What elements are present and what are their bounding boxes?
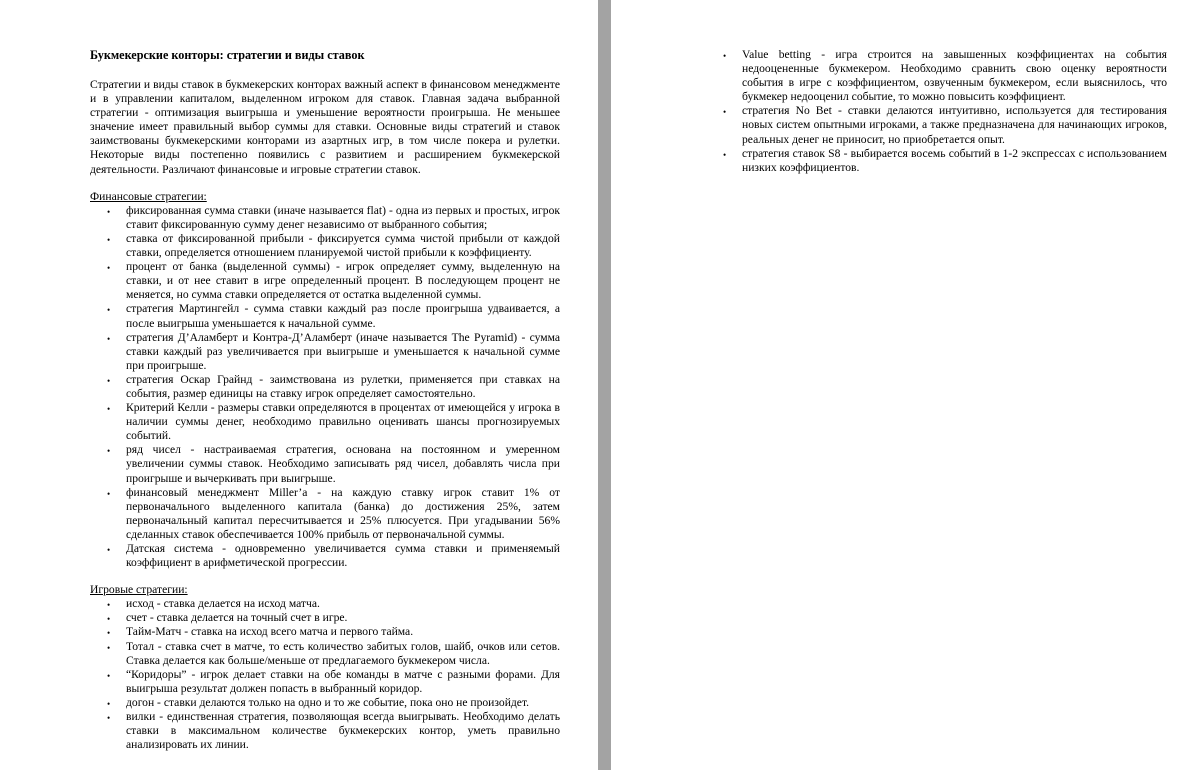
game-strategies-list — [90, 597, 560, 752]
list-item: • вилки - единственная стратегия, позволяющая всегда выигрывать. Необходимо делать ставки в максимальном количестве букмекерских контор, уметь правильно анализировать их линии. — [107, 710, 560, 752]
list-item: • ставка от фиксированной прибыли - фиксируется сумма чистой прибыли от каждой ставки, определяется отношением планируемой чистой прибыли к коэффициенту. — [107, 231, 560, 260]
list-item: • стратегия ставок S8 - выбирается восемь событий в 1-2 экспрессах с использованием низких коэффициентов. — [723, 146, 1167, 174]
list-item: • Тотал - ставка счет в матче, то есть количество забитых голов, шайб, очков или сетов. Ставка делается как больше/меньше от предлагаемого букмекером числа. — [107, 639, 560, 667]
list-item: • стратегия No Bet - ставки делаются интуитивно, используется для тестирования новых систем опытными игроками, а также предназначена для начинающих игроков, реальных денег не приносит, но приобретается опыт. — [723, 104, 1167, 146]
intro-paragraph: Стратегии и виды ставок в букмекерских конторах важный аспект в финансовом менеджменте и в управлении капиталом, выделенном игроком для ставок. Главная задача выбранной стратегии - оптимизация выигрыша и уменьшение вероятности проигрыша. Не меньшее значение имеет правильный выбор суммы для ставки. Основные виды стратегий и ставок заимствованы букмекерскими конторами из азартных игр, в том числе покера и рулетки. Некоторые виды постепенно появились с развитием и расширением букмекерской деятельности. Различают финансовые и игровые стратегии ставок. — [90, 78, 560, 176]
bullet-icon: • — [107, 263, 111, 274]
document-page-right — [611, 0, 1201, 770]
bullet-icon: • — [107, 206, 111, 217]
list-item: • исход - ставка делается на исход матча. — [107, 597, 320, 611]
list-item: • Тайм-Матч - ставка на исход всего матча и первого тайма. — [107, 625, 414, 639]
list-item: • счет - ставка делается на точный счет в игре. — [107, 611, 348, 625]
game-strategies-heading: Игровые стратегии: — [90, 583, 188, 597]
bullet-icon: • — [107, 614, 111, 625]
bullet-icon: • — [107, 488, 111, 499]
document-title: Букмекерские конторы: стратегии и виды ставок — [90, 48, 365, 62]
bullet-icon: • — [107, 600, 111, 611]
financial-strategies-heading: Финансовые стратегии: — [90, 189, 207, 203]
list-item: • Критерий Келли - размеры ставки определяются в процентах от имеющейся у игрока в наличии суммы денег, необходимо правильно оценивать шансы прогнозируемых событий. — [107, 401, 560, 443]
list-item: • Value betting - игра строится на завышенных коэффициентах на события недооцененные букмекером. Необходимо сравнить свою оценку вероятности события в игре с коэффициентом, озвученным букмекером, если выяснилось, что букмекер недооценил событие, то можно повысить коэффициент. — [723, 48, 1167, 104]
list-item: • фиксированная сумма ставки (иначе называется flat) - одна из первых и простых, игрок ставит фиксированную сумму денег независимо от выбранного события; — [107, 203, 560, 231]
document-page-left — [0, 0, 598, 770]
list-item: • “Коридоры” - игрок делает ставки на обе команды в матче с разными форами. Для выигрыша результат должен попасть в выбранный коридор. — [107, 667, 560, 695]
list-item: • догон - ставки делаются только на одно и то же событие, пока оно не произойдет. — [107, 695, 530, 709]
bullet-icon: • — [107, 642, 111, 653]
bullet-icon: • — [107, 545, 111, 555]
bullet-icon: • — [723, 51, 727, 61]
bullet-icon: • — [107, 333, 111, 344]
bullet-icon: • — [107, 375, 111, 386]
game-strategies-list-continued — [706, 48, 1167, 175]
list-item: • Датская система - одновременно увеличивается сумма ставки и применяемый коэффициент в арифметической прогрессии. — [107, 542, 560, 570]
list-item: • стратегия Д’Аламберт и Контра-Д’Аламберт (иначе называется The Pyramid) - сумма ставки каждый раз увеличивается при выигрыше и уменьшается к начальной сумме при проигрыше. — [107, 330, 560, 372]
bullet-icon: • — [107, 628, 111, 639]
bullet-icon: • — [107, 670, 111, 681]
bullet-icon: • — [107, 713, 111, 724]
bullet-icon: • — [107, 698, 111, 709]
bullet-icon: • — [723, 149, 727, 160]
bullet-icon: • — [107, 404, 111, 415]
bullet-icon: • — [107, 234, 111, 245]
bullet-icon: • — [107, 446, 111, 457]
list-item: • ряд чисел - настраиваемая стратегия, основана на постоянном и умеренном увеличении суммы ставок. Необходимо записывать ряд чисел, добавлять числа при проигрыше и вычеркивать при выигрыше. — [107, 443, 560, 485]
list-item: • финансовый менеджмент Miller’a - на каждую ставку игрок ставит 1% от первоначального выделенного капитала (банка) до достижения 25%, затем первоначальный капитал пересчитывается и 25% плюсуется. При угадывании 56% сделанных ставок обеспечивается 100% прибыль от первоначальной суммы. — [107, 485, 560, 541]
bullet-icon: • — [107, 305, 111, 316]
list-item: • процент от банка (выделенной суммы) - игрок определяет сумму, выделенную на ставки, и от нее ставит в игре определенный процент. В последующем процент не меняется, но сумма ставки определяется от остатка выделенной суммы. — [107, 260, 560, 302]
financial-strategies-list — [90, 204, 560, 570]
list-item: • стратегия Мартингейл - сумма ставки каждый раз после проигрыша удваивается, а после выигрыша уменьшается к начальной сумме. — [107, 302, 560, 330]
bullet-icon: • — [723, 107, 727, 118]
list-item: • стратегия Оскар Грайнд - заимствована из рулетки, применяется при ставках на события, размер единицы на ставку игрок определяет самостоятельно. — [107, 372, 560, 400]
